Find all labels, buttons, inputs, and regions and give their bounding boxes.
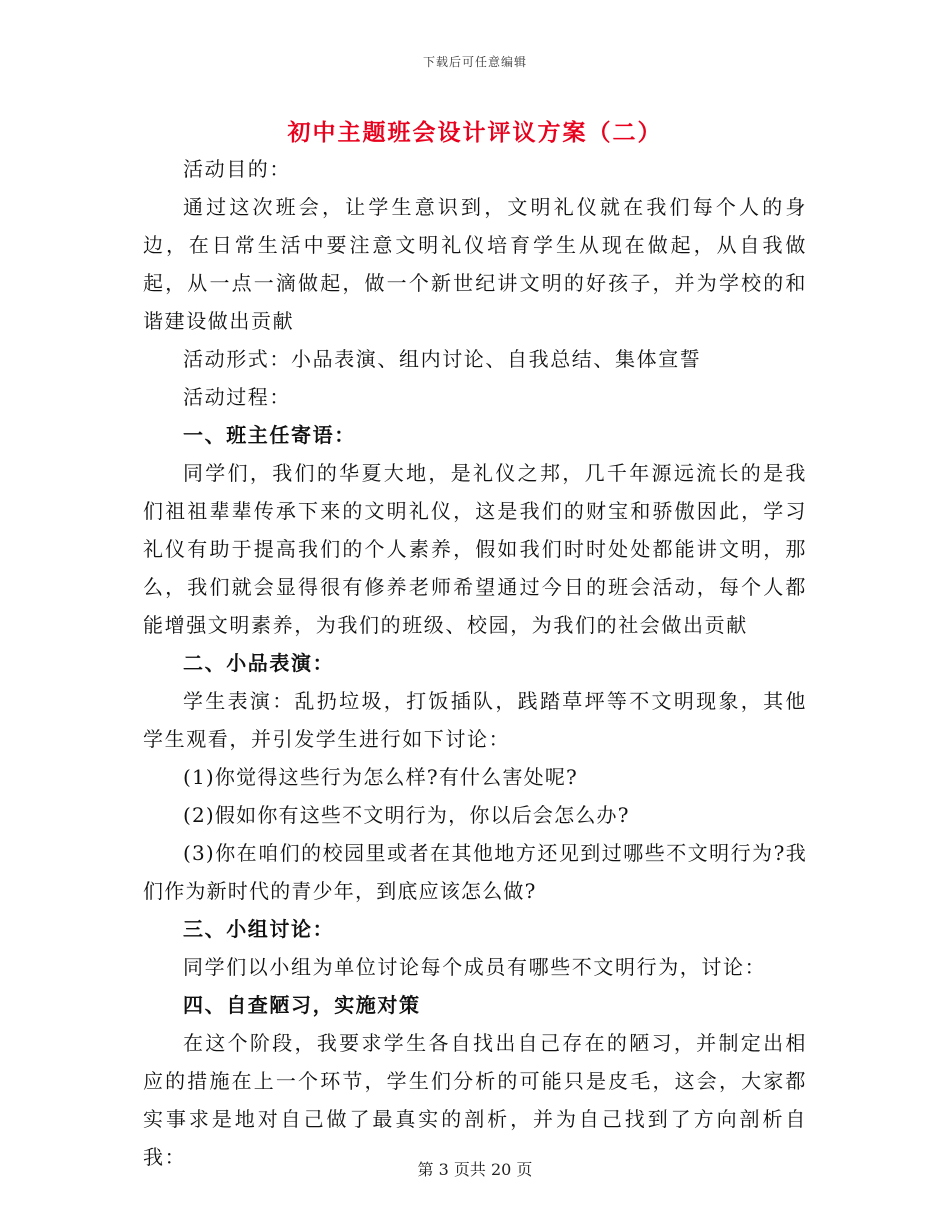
paragraph-group-discussion: 同学们以小组为单位讨论每个成员有哪些不文明行为，讨论： [183,955,767,979]
discussion-question-2: (2)假如你有这些不文明行为，你以后会怎么办? [183,803,630,827]
paragraph-teacher-message: 同学们，我们的华夏大地，是礼仪之邦，几千年源远流长的是我们祖祖辈辈传承下来的文明礼仪，这是我们的财宝和骄傲因此，学习礼仪有助于提高我们的个人素养，假如我们时时处处都能讲文明，那么，我们就会显得很有修养老师希望通过今日的班会活动，每个人都能增强文明素养，为我们的班级、校园，为我们的社会做出贡献 [143,461,807,637]
paragraph-self-check: 在这个阶段，我要求学生各自找出自己存在的陋习，并制定出相应的措施在上一个环节，学生们分析的可能只是皮毛，这会，大家都实事求是地对自己做了最真实的剖析，并为自己找到了方向剖析自我： [143,1031,807,1169]
paragraph-skit: 学生表演：乱扔垃圾，打饭插队，践踏草坪等不文明现象，其他学生观看，并引发学生进行如下讨论： [143,689,807,751]
discussion-question-3: (3)你在咱们的校园里或者在其他地方还见到过哪些不文明行为?我们作为新时代的青少年，到底应该怎么做? [143,841,807,903]
discussion-question-1: (1)你觉得这些行为怎么样?有什么害处呢? [183,765,578,789]
section-heading-4: 四、自查陋习，实施对策 [183,993,421,1017]
section-heading-2: 二、小品表演： [183,651,335,675]
document-title: 初中主题班会设计评议方案（二） [287,119,663,146]
page-header-note: 下载后可任意编辑 [422,55,527,69]
section-heading-1: 一、班主任寄语： [183,423,356,447]
page-number-footer: 第 3 页共 20 页 [417,1160,533,1179]
document-body [143,150,807,1176]
paragraph-activity-process-label: 活动过程： [183,385,291,409]
paragraph-activity-form: 活动形式：小品表演、组内讨论、自我总结、集体宣誓 [183,347,702,371]
paragraph-activity-goal-label: 活动目的： [183,157,291,181]
paragraph-activity-goal: 通过这次班会，让学生意识到，文明礼仪就在我们每个人的身边，在日常生活中要注意文明礼仪培育学生从现在做起，从自我做起，从一点一滴做起，做一个新世纪讲文明的好孩子，并为学校的和谐建设做出贡献 [143,195,807,333]
section-heading-3: 三、小组讨论： [183,917,335,941]
